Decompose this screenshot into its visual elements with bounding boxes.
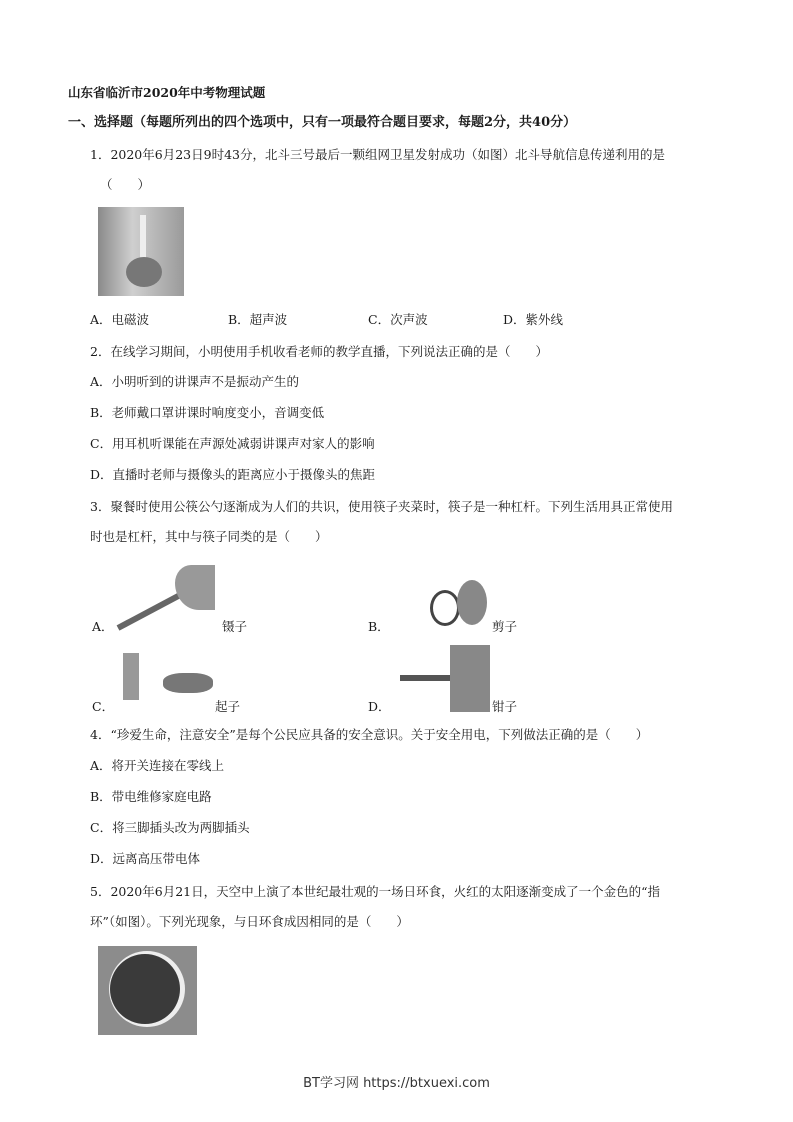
q2-option-b: B．老师戴口罩讲课时响度变小，音调变低: [90, 405, 325, 420]
q1-stem: 1．2020年6月23日9时43分，北斗三号最后一颗组网卫星发射成功（如图）北斗导航信息传递利用的是: [90, 147, 665, 162]
q4-option-b: B．带电维修家庭电路: [90, 789, 212, 804]
section-heading: 一、选择题（每题所列出的四个选项中，只有一项最符合题目要求，每题2分，共40分）: [68, 115, 577, 130]
doc-title: 山东省临沂市2020年中考物理试题: [68, 85, 266, 100]
bottle-opener-image: [118, 648, 215, 700]
q4-option-a: A．将开关连接在零线上: [90, 758, 225, 773]
q1-stem-cont: （ ）: [100, 177, 151, 192]
rocket-launch-image: [98, 207, 184, 296]
q3-option-c-letter: C．: [92, 699, 115, 714]
solar-eclipse-image: [98, 946, 197, 1035]
q1-option-d: D．紫外线: [503, 312, 564, 327]
q2-option-d: D．直播时老师与摄像头的距离应小于摄像头的焦距: [90, 467, 376, 482]
q4-option-c: C．将三脚插头改为两脚插头: [90, 820, 250, 835]
tweezers-image: [118, 565, 215, 632]
pliers-image: [395, 645, 490, 712]
q3-option-a-label: 镊子: [222, 619, 248, 634]
q4-stem: 4．“珍爱生命，注意安全”是每个公民应具备的安全意识。关于安全用电，下列做法正确的是（ ）: [90, 727, 649, 742]
q2-stem: 2．在线学习期间，小明使用手机收看老师的教学直播，下列说法正确的是（ ）: [90, 344, 548, 359]
q1-option-b: B．超声波: [228, 312, 288, 327]
q2-option-a: A．小明听到的讲课声不是振动产生的: [90, 374, 300, 389]
q3-option-b-label: 剪子: [492, 619, 518, 634]
q2-option-c: C．用耳机听课能在声源处减弱讲课声对家人的影响: [90, 436, 375, 451]
footer-watermark: BT学习网 https://btxuexi.com: [303, 1076, 490, 1091]
q3-option-d-letter: D．: [368, 699, 391, 714]
scissors-image: [395, 560, 490, 632]
q3-option-b-letter: B．: [368, 619, 390, 634]
q5-stem-cont: 环”（如图）。下列光现象，与日环食成因相同的是（ ）: [90, 914, 409, 929]
q3-stem-cont: 时也是杠杆，其中与筷子同类的是（ ）: [90, 529, 328, 544]
q3-option-d-label: 钳子: [492, 699, 518, 714]
q3-option-c-label: 起子: [215, 699, 241, 714]
q3-option-a-letter: A．: [92, 619, 114, 634]
q5-stem: 5．2020年6月21日，天空中上演了本世纪最壮观的一场日环食，火红的太阳逐渐变成了一个金色的“指: [90, 884, 661, 899]
q3-stem: 3．聚餐时使用公筷公勺逐渐成为人们的共识，使用筷子夹菜时，筷子是一种杠杆。下列生活用具正常使用: [90, 499, 673, 514]
q1-option-a: A．电磁波: [90, 312, 150, 327]
q4-option-d: D．远离高压带电体: [90, 851, 201, 866]
q1-option-c: C．次声波: [368, 312, 428, 327]
